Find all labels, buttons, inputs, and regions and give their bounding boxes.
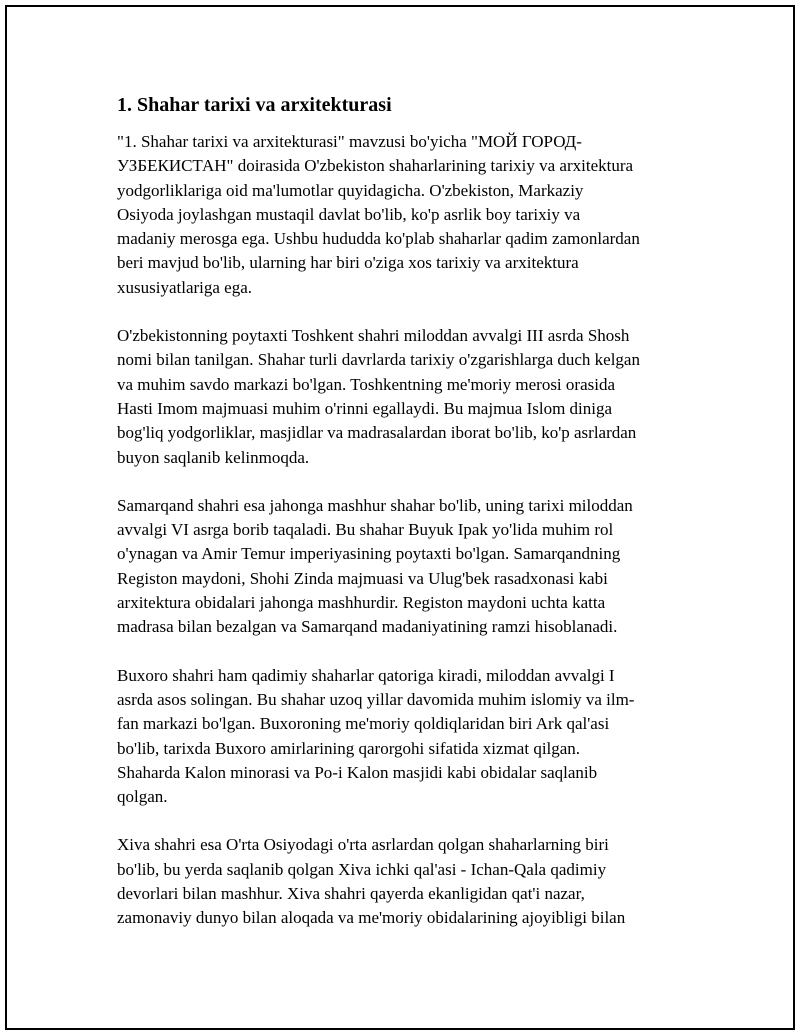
section-heading: 1. Shahar tarixi va arxitekturasi: [117, 94, 392, 116]
paragraph-line: buyon saqlanib kelinmoqda.: [117, 447, 310, 467]
paragraph-line: УЗБЕКИСТАН" doirasida O'zbekiston shaharlarining tarixiy va arxitektura: [117, 156, 634, 176]
paragraph: [117, 664, 697, 810]
paragraph-line: nomi bilan tanilgan. Shahar turli davrlarda tarixiy o'zgarishlarga duch kelgan: [117, 350, 640, 370]
paragraph-line: bo'lib, tarixda Buxoro amirlarining qarorgohi sifatida xizmat qilgan.: [117, 738, 581, 758]
paragraph-line: Shaharda Kalon minorasi va Po-i Kalon masjidi kabi obidalar saqlanib: [117, 762, 598, 782]
paragraph-line: Xiva shahri esa O'rta Osiyodagi o'rta asrlardan qolgan shaharlarning biri: [117, 835, 609, 855]
paragraph: [117, 130, 697, 300]
paragraph-line: yodgorliklariga oid ma'lumotlar quyidagicha. O'zbekiston, Markaziy: [117, 180, 584, 200]
paragraph: [117, 833, 697, 930]
paragraph-line: devorlari bilan mashhur. Xiva shahri qayerda ekanligidan qat'i nazar,: [117, 884, 585, 904]
paragraph-line: bo'lib, bu yerda saqlanib qolgan Xiva ichki qal'asi - Ichan-Qala qadimiy: [117, 859, 607, 879]
paragraph-line: beri mavjud bo'lib, ularning har biri o'ziga xos tarixiy va arxitektura: [117, 253, 579, 273]
paragraph-line: avvalgi VI asrga borib taqaladi. Bu shahar Buyuk Ipak yo'lida muhim rol: [117, 520, 614, 540]
paragraph-line: zamonaviy dunyo bilan aloqada va me'moriy obidalarining ajoyibligi bilan: [117, 908, 626, 928]
paragraph-line: Hasti Imom majmuasi muhim o'rinni egallaydi. Bu majmua Islom diniga: [117, 398, 613, 418]
paragraph-line: asrda asos solingan. Bu shahar uzoq yillar davomida muhim islomiy va ilm-: [117, 689, 635, 709]
paragraph-line: bog'liq yodgorliklar, masjidlar va madrasalardan iborat bo'lib, ko'p asrlardan: [117, 423, 637, 443]
paragraph-line: xususiyatlariga ega.: [117, 277, 253, 297]
paragraph-line: "1. Shahar tarixi va arxitekturasi" mavzusi bo'yicha "МОЙ ГОРОД-: [117, 132, 582, 151]
paragraph-line: Registon maydoni, Shohi Zinda majmuasi va Ulug'bek rasadxonasi kabi: [117, 568, 608, 588]
paragraph: [117, 324, 697, 470]
paragraph-line: qolgan.: [117, 787, 168, 807]
paragraph-line: va muhim savdo markazi bo'lgan. Toshkentning me'moriy merosi orasida: [117, 374, 615, 394]
paragraph-line: madaniy merosga ega. Ushbu hududda ko'plab shaharlar qadim zamonlardan: [117, 229, 640, 249]
paragraph: [117, 494, 697, 640]
paragraph-container: [117, 130, 697, 931]
paragraph-line: fan markazi bo'lgan. Buxoroning me'moriy qoldiqlaridan biri Ark qal'asi: [117, 714, 610, 734]
paragraph-line: Samarqand shahri esa jahonga mashhur shahar bo'lib, uning tarixi miloddan: [117, 495, 633, 515]
document-body: [117, 92, 697, 955]
paragraph-line: o'ynagan va Amir Temur imperiyasining poytaxti bo'lgan. Samarqandning: [117, 544, 621, 564]
paragraph-line: O'zbekistonning poytaxti Toshkent shahri miloddan avvalgi III asrda Shosh: [117, 326, 630, 346]
paragraph-line: madrasa bilan bezalgan va Samarqand madaniyatining ramzi hisoblanadi.: [117, 617, 618, 637]
paragraph-line: arxitektura obidalari jahonga mashhurdir. Registon maydoni uchta katta: [117, 593, 606, 613]
paragraph-line: Buxoro shahri ham qadimiy shaharlar qatoriga kiradi, miloddan avvalgi I: [117, 665, 615, 685]
paragraph-line: Osiyoda joylashgan mustaqil davlat bo'lib, ko'p asrlik boy tarixiy va: [117, 204, 581, 224]
